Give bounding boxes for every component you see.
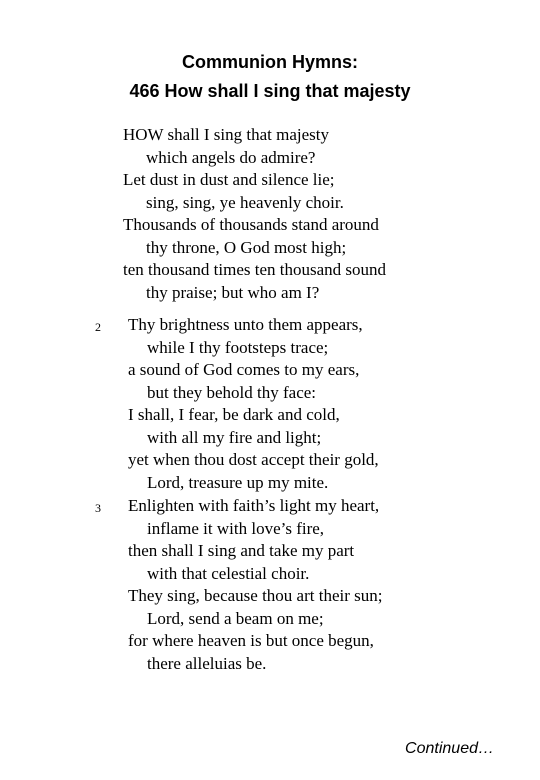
verse-line: Thy brightness unto them appears,: [128, 315, 363, 334]
verse-line: which angels do admire?: [146, 147, 316, 167]
verse-line: with all my fire and light;: [147, 427, 322, 447]
verse-line: They sing, because thou art their sun;: [128, 586, 383, 605]
verse-line: HOW shall I sing that majesty: [123, 125, 330, 144]
verse-line: thy throne, O God most high;: [146, 237, 347, 257]
verse-line: sing, sing, ye heavenly choir.: [146, 192, 344, 212]
verse-line: a sound of God comes to my ears,: [128, 360, 360, 379]
verse-line: Lord, send a beam on me;: [147, 608, 324, 628]
verse-line: Thousands of thousands stand around: [123, 215, 379, 234]
verse-line: inflame it with love’s fire,: [147, 518, 325, 538]
verse-line: ten thousand times ten thousand sound: [123, 260, 387, 279]
stanza-number: 3: [95, 501, 101, 515]
verse-line: I shall, I fear, be dark and cold,: [128, 405, 340, 424]
verse-line: thy praise; but who am I?: [146, 282, 320, 302]
title-section-heading: Communion Hymns:: [181, 52, 358, 72]
verse-line: yet when thou dost accept their gold,: [128, 450, 379, 469]
title-hymn-name: 466 How shall I sing that majesty: [129, 81, 411, 101]
verse-line: for where heaven is but once begun,: [128, 631, 374, 650]
verse-line: there alleluias be.: [147, 653, 267, 673]
verse-line: Lord, treasure up my mite.: [147, 472, 329, 492]
page-title: [0, 48, 540, 106]
verse-line: but they behold thy face:: [147, 382, 317, 402]
verse-line: Enlighten with faith’s light my heart,: [128, 496, 380, 515]
continued-note: Continued…: [405, 740, 494, 757]
verse-line: Let dust in dust and silence lie;: [123, 170, 335, 189]
verse-line: then shall I sing and take my part: [128, 541, 355, 560]
verse-line: with that celestial choir.: [147, 563, 310, 583]
verse-line: while I thy footsteps trace;: [147, 337, 329, 357]
stanza-number: 2: [95, 320, 101, 334]
